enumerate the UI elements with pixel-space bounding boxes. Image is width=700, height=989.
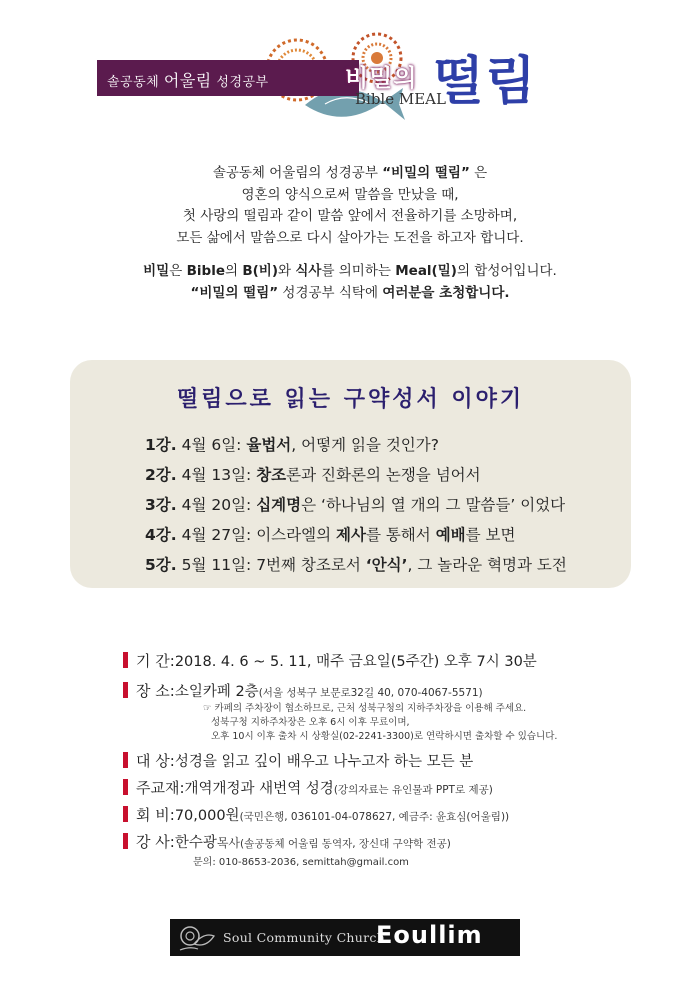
intro-bold: Bible [186,263,225,279]
detail-label: 회 비: [136,806,175,824]
details-section [123,650,683,868]
list-item [145,430,625,460]
detail-label: 기 간: [136,652,175,670]
red-bar-marker [123,833,128,849]
intro-line: 모든 삶에서 말씀으로 다시 살아가는 도전을 하고자 합니다. [176,229,524,246]
detail-value: 2018. 4. 6 ~ 5. 11, 매주 금요일(5주간) 오후 7시 30분 [174,654,537,670]
detail-value: 개역개정과 새번역 성경 [184,781,334,797]
detail-label: 장 소: [136,682,175,700]
detail-row-textbook [123,777,683,804]
intro-definition [0,260,700,304]
detail-small: (국민은행, 036101-04-078627, 예금주: 윤효심(어울림)) [239,811,510,823]
header [0,0,700,150]
lesson-text: 론과 진화론의 논쟁을 넘어서 [286,466,481,484]
title-tteollim: 떨림 [433,52,538,112]
lesson-title: 떨림으로 읽는 구약성서 이야기 [176,387,525,412]
lesson-keyword: 율법서 [246,436,292,454]
intro-text: 의 [224,263,243,279]
detail-small: (솔공동체 어울림 동역자, 장신대 구약학 전공) [240,838,451,850]
place-note: ☞ 카페의 주차장이 협소하므로, 근처 성북구청의 지하주차장을 이용해 주세요. [203,703,527,714]
detail-value: 성경을 읽고 깊이 배우고 나누고자 하는 모든 분 [174,754,474,770]
lesson-number: 3강. [145,496,177,514]
red-bar-marker [123,682,128,698]
banner-highlight: 어울림 [163,71,212,90]
lesson-keyword: 제사 [335,526,366,544]
detail-row-place [123,680,683,702]
lesson-date: 4월 13일: [176,466,257,484]
intro-bold: B(비) [242,263,278,279]
intro-text: 솔공동체 어울림의 성경공부 [212,165,383,181]
detail-small: (강의자료는 유인물과 PPT로 제공) [333,784,493,796]
lesson-list [145,430,625,580]
intro-text: 의 합성어입니다. [456,263,557,279]
contact-info: 문의: 010-8653-2036, semittah@gmail.com [193,857,409,868]
lesson-text: 를 통해서 [365,526,436,544]
lesson-number: 5강. [145,556,177,574]
intro-bold: “비밀의 떨림” [190,285,279,301]
lesson-date: 4월 6일: [176,436,247,454]
detail-label: 대 상: [136,752,175,770]
intro-text: 은 [169,263,187,279]
lesson-text: 은 ‘하나님의 열 개의 그 말씀들’ 이었다 [301,496,566,514]
banner-prefix: 솔공동체 [107,75,164,90]
lesson-date: 5월 11일: 7번째 창조로서 [176,556,366,574]
teacher-title: 목사 [216,836,241,850]
lesson-text: , 어떻게 읽을 것인가? [291,436,439,454]
intro-bold: 식사 [295,263,322,279]
list-item [145,520,625,550]
detail-value: 한수광 [174,835,217,851]
banner [97,60,359,96]
red-bar-marker [123,752,128,768]
banner-suffix: 성경공부 [211,75,269,90]
intro-text: 와 [278,263,296,279]
detail-row-target [123,750,683,777]
red-bar-marker [123,779,128,795]
place-note: 성북구청 지하주차장은 오후 6시 이후 무료이며, [211,717,410,728]
detail-small: (서울 성북구 보문로32길 40, 070-4067-5571) [258,687,483,699]
leaf-swirl-icon [176,922,216,953]
intro-bold: 비밀 [143,263,170,279]
intro-line [0,282,700,304]
footer-logo-bar [170,919,520,956]
lesson-keyword: ‘안식’ [365,556,408,574]
detail-label: 주교재: [136,779,185,797]
lesson-keyword: 예배 [435,526,466,544]
red-bar-marker [123,652,128,668]
intro-line: 첫 사랑의 떨림과 같이 말씀 앞에서 전율하기를 소망하며, [182,208,518,224]
lesson-box [70,360,631,588]
detail-value: 소일카페 2층 [174,684,259,700]
place-note: 오후 10시 이후 출차 시 상황실(02-2241-3300)로 연락하시면 출차할 수 있습니다. [211,731,558,742]
title-biblemeal: Bible MEAL [355,90,446,108]
intro-bold: Meal(밀) [395,263,457,279]
intro-line [0,163,700,185]
detail-row-teacher [123,831,683,853]
list-item [145,460,625,490]
intro-text: 성경공부 식탁에 [278,285,383,301]
intro-line [0,260,700,282]
footer-church-name: Soul Community Church [223,930,386,945]
lesson-text: , 그 놀라운 혁명과 도전 [407,556,567,574]
footer-brand: Eoullim [376,921,483,949]
intro-text: 은 [469,165,488,181]
detail-label: 강 사: [136,833,175,851]
intro-paragraph [0,163,700,249]
lesson-keyword: 창조 [256,466,287,484]
intro-text: 를 의미하는 [321,263,396,279]
lesson-keyword: 십계명 [256,496,302,514]
lesson-number: 2강. [145,466,177,484]
lesson-date: 4월 27일: 이스라엘의 [176,526,336,544]
detail-row-fee [123,804,683,831]
place-notes [123,702,683,744]
lesson-number: 4강. [145,526,177,544]
title-bimil: 비밀의 [345,64,418,92]
detail-value: 70,000원 [174,808,240,824]
intro-line: 영혼의 양식으로써 말씀을 만났을 때, [241,186,459,203]
detail-row-period [123,650,683,680]
red-bar-marker [123,806,128,822]
intro-bold: 여러분을 초청합니다. [382,285,510,301]
lesson-text: 를 보면 [465,526,516,544]
banner-text [107,68,269,91]
intro-quote: “비밀의 떨림” [382,165,470,181]
list-item [145,550,625,580]
list-item [145,490,625,520]
lesson-number: 1강. [145,436,177,454]
lesson-date: 4월 20일: [176,496,257,514]
